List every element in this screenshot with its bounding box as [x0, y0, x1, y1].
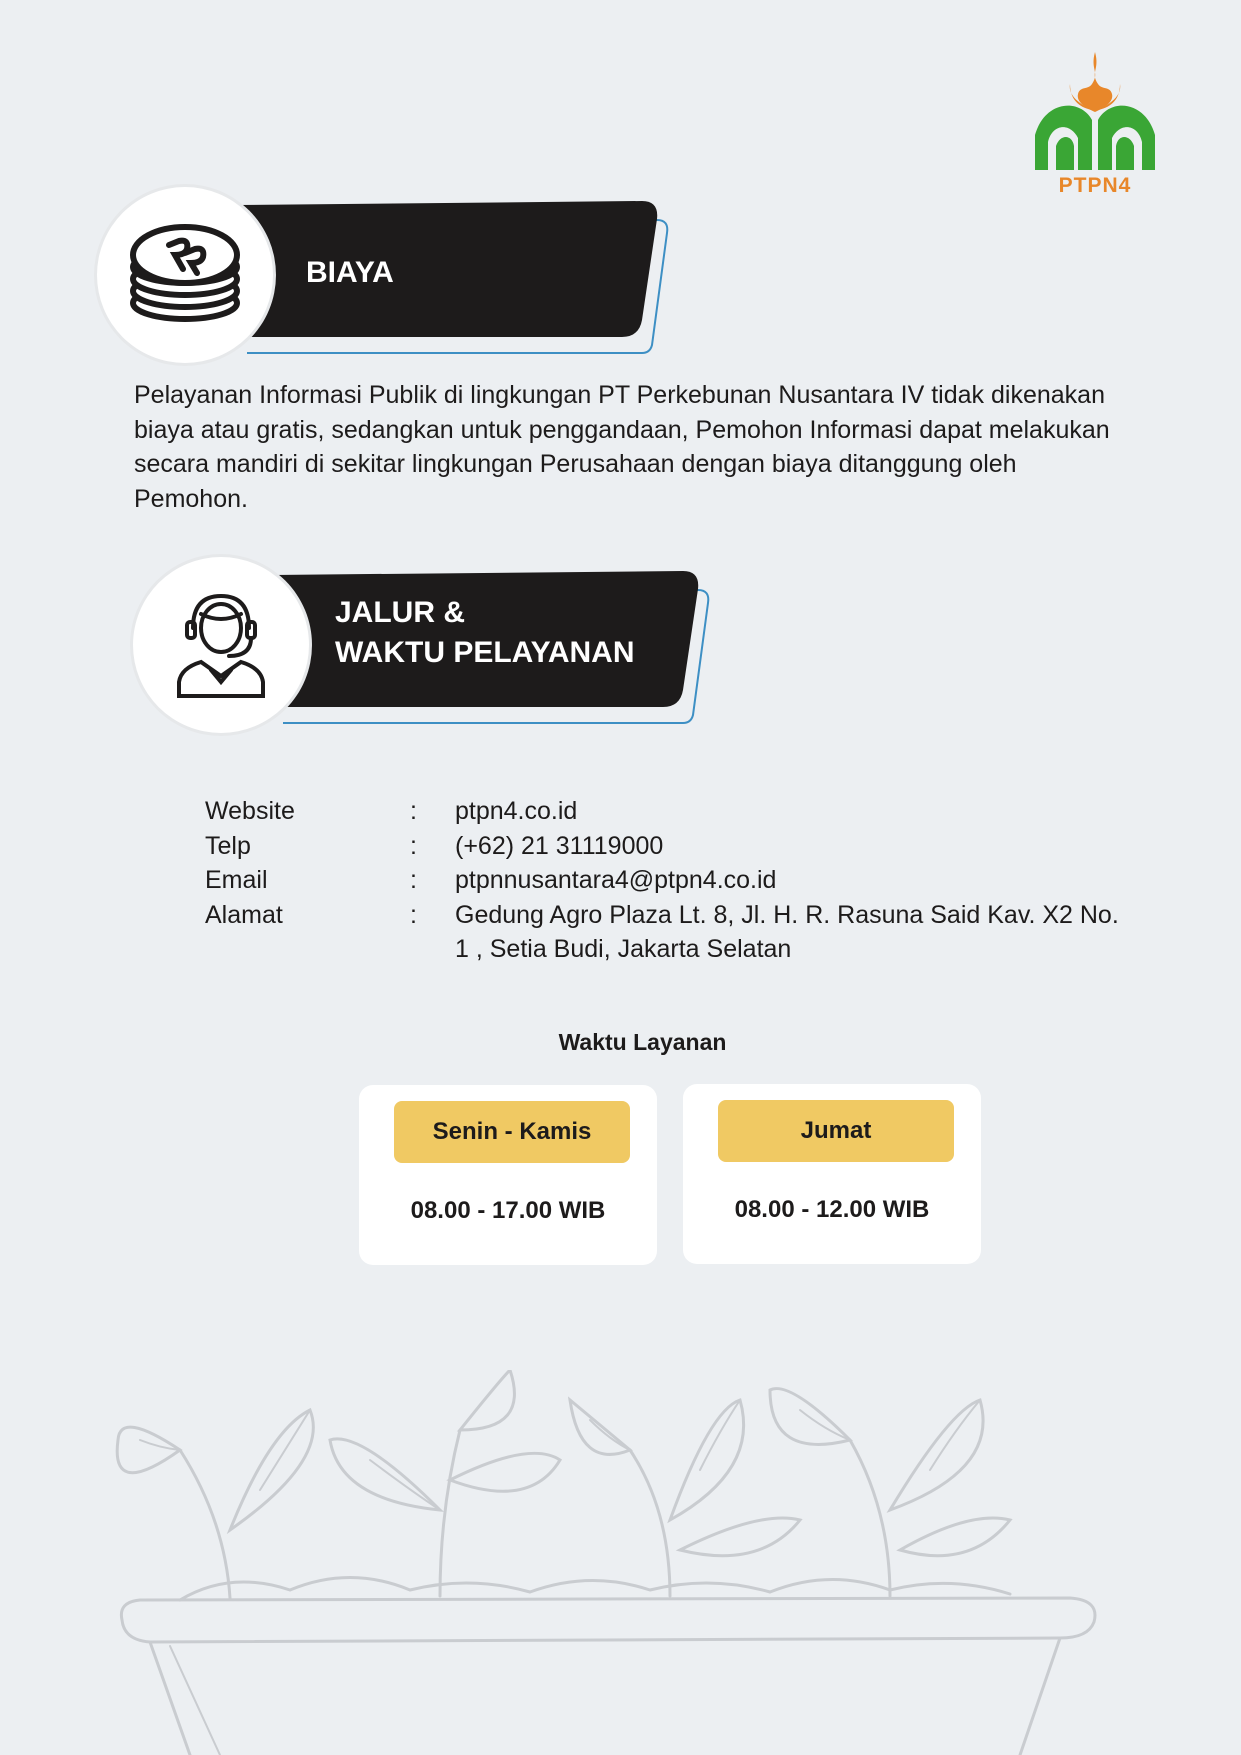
contact-label: Website [205, 797, 295, 825]
email-value[interactable]: ptpnnusantara4@ptpn4.co.id [455, 866, 777, 894]
schedule-card-jumat [683, 1084, 981, 1264]
contact-colon: : [410, 797, 417, 825]
hours-text: 08.00 - 12.00 WIB [734, 1196, 930, 1223]
biaya-icon-circle [97, 187, 273, 363]
contact-table [205, 794, 1125, 967]
waktu-layanan-title: Waktu Layanan [558, 1029, 727, 1055]
contact-colon: : [410, 831, 417, 860]
biaya-header [97, 185, 677, 365]
contact-row-telp [205, 829, 1125, 864]
day-pill: Jumat [718, 1100, 954, 1162]
customer-service-icon [171, 590, 271, 700]
contact-label: Alamat [205, 900, 283, 929]
jalur-header [133, 555, 713, 745]
coins-rupiah-icon [125, 215, 245, 335]
biaya-description: Pelayanan Informasi Publik di lingkungan PT Perkebunan Nusantara IV tidak dikenakan biaya atau gratis, sedangkan untuk penggandaan, Pemohon Informasi dapat melakukan secara mandiri di sekitar lingkungan Perusahaan dengan biaya ditanggung oleh Pemohon. [134, 381, 1110, 513]
contact-row-alamat [205, 898, 1125, 967]
jalur-icon-circle [133, 557, 309, 733]
schedule-card-senin-kamis [359, 1085, 657, 1265]
contact-label: Telp [205, 831, 251, 860]
jalur-title-line1: JALUR & [335, 596, 466, 629]
alamat-value: Gedung Agro Plaza Lt. 8, Jl. H. R. Rasuna Said Kav. X2 No. 1 , Setia Budi, Jakarta Selatan [455, 900, 1119, 963]
day-pill: Senin - Kamis [394, 1101, 630, 1163]
logo-mark-icon [1030, 50, 1160, 174]
biaya-title: BIAYA [306, 256, 394, 289]
jalur-title-line2: WAKTU PELAYANAN [335, 636, 635, 669]
logo-text: PTPN4 [1058, 174, 1132, 197]
ptpn4-logo [1030, 50, 1160, 200]
contact-row-website [205, 794, 1125, 829]
contact-colon: : [410, 900, 417, 929]
website-value[interactable]: ptpn4.co.id [455, 797, 578, 825]
contact-label: Email [205, 866, 268, 894]
contact-row-email [205, 863, 1125, 898]
hours-text: 08.00 - 17.00 WIB [410, 1197, 606, 1224]
telp-value: (+62) 21 31119000 [455, 831, 664, 860]
decorative-plants-illustration [110, 1370, 1120, 1755]
contact-colon: : [410, 866, 417, 894]
